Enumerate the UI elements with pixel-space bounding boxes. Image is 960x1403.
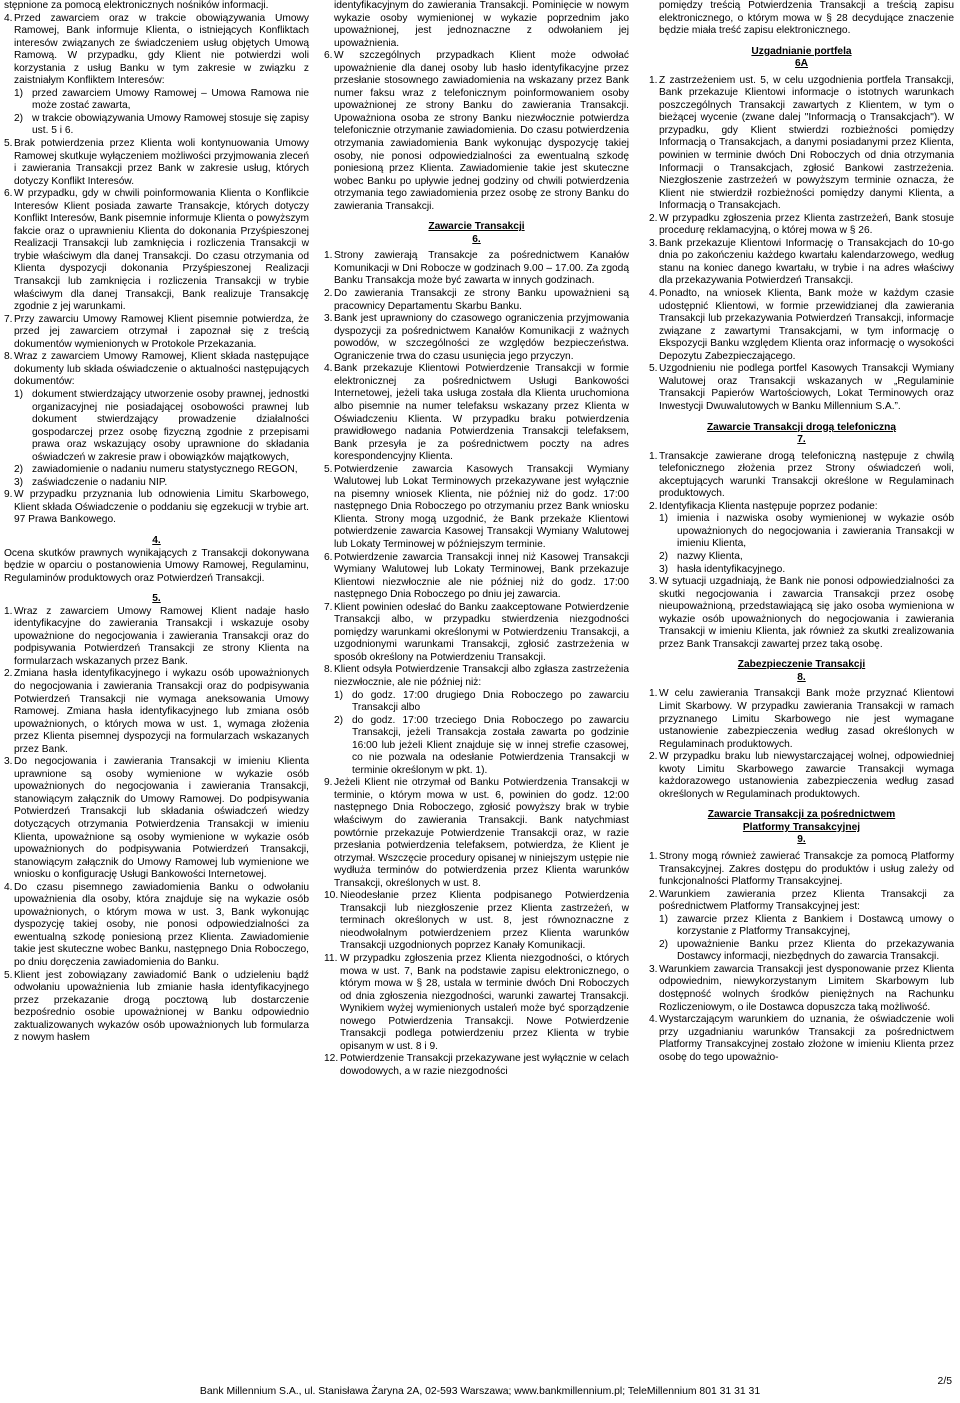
item-number: 2. bbox=[649, 888, 658, 900]
document-page bbox=[4, 0, 956, 1403]
list-item bbox=[324, 953, 629, 1053]
item-text: Strony zawierają Transakcje za pośrednictwem Kanałów Komunikacji w Dni Robocze w godzinach 9.00 – 17.00. Za zgodą Banku Transakcja może być zawarta w innych godzinach. bbox=[334, 250, 629, 287]
sub-item bbox=[649, 914, 954, 939]
item-text: Klient jest zobowiązany zawiadomić Bank o udzieleniu bądź odwołaniu upoważnienia lub zmianie hasła identyfikacyjnego przez przekazanie drogą pocztową lub dostarczenie bezpośrednio osobie upoważnionej w Banku odpowiednio zaktualizowanych wykazów osób upoważnionych lub formularza z nowym hasłem bbox=[14, 969, 309, 1044]
list-item bbox=[649, 213, 954, 238]
section-number: 6. bbox=[472, 233, 481, 245]
item-text: W przypadku przyznania lub odnowienia Limitu Skarbowego, Klient składa Oświadczenie o poddaniu się egzekucji w trybie art. 97 Prawa Bankowego. bbox=[14, 489, 309, 526]
item-text: Bank przekazuje Klientowi Informację o Transakcjach do 10-go dnia po zakończeniu każdego kwartału kalendarzowego, według stanu na koniec danego kwartału, w trybie i na adres właściwy dla przekazywania Potwierdzeń Transakcji. bbox=[659, 237, 954, 287]
item-text: Wystarczającym warunkiem do uznania, że oświadczenie woli przy uzgadnianiu warunków Transakcji za pośrednictwem Platformy Transakcyjnej zostało złożone w imieniu Klienta przez osobę do tego upoważnio- bbox=[659, 1014, 954, 1063]
column-left bbox=[4, 0, 309, 1045]
item-text: Przed zawarciem oraz w trakcie obowiązywania Umowy Ramowej, Bank informuje Klienta, o istniejących Konfliktach interesów związanych ze świadczeniem usług objętych Umową Ramową. W przypadku, gdy Klient nie potwierdzi woli korzystania z usług Banku w tym zakresie w związku z zaistniałym Konfliktem Interesów: bbox=[14, 12, 309, 87]
sub-text: dokument stwierdzający utworzenie osoby prawnej, jednostki organizacyjnej nie posiadającej osobowości prawnej lub dokument stwierdzający prowadzenie działalności gospodarczej przez osobę fizyczną zgodnie z przepisami prawa oraz wskazujący osoby uprawnione do składania oświadczeń w zakresie praw i obowiązków majątkowych, bbox=[32, 388, 309, 463]
section-heading: Zawarcie Transakcji za pośrednictwem bbox=[707, 809, 896, 821]
list-item bbox=[649, 851, 954, 889]
list-item bbox=[4, 756, 309, 881]
item-number: 8. bbox=[4, 351, 13, 363]
item-text: Klient powinien odesłać do Banku zaakceptowane Potwierdzenie Transakcji albo, w przypadku stwierdzenia niezgodności pomiędzy warunkami określonymi w Potwierdzeniu Transakcji, a uzgodnionymi warunkami Transakcji, zgłosić zastrzeżenia w sposób określony na Potwierdzeniu Transakcji. bbox=[334, 601, 629, 663]
item-text: Klient odsyła Potwierdzenie Transakcji albo zgłasza zastrzeżenia niezwłocznie, ale nie później niż: bbox=[334, 664, 629, 688]
list-item bbox=[649, 964, 954, 1014]
item-text: Bank przekazuje Klientowi Potwierdzenie Transakcji w formie elektronicznej za pośrednictwem Usługi Bankowości Internetowej, jeżeli taka usługa została dla Klienta uruchomiona albo pisemnie na numer telefaksu wskazany przez Klienta w Oświadczeniu Klienta. W przypadku braku potwierdzenia prawidłowego nadania Potwierdzenia Transakcji telefaksem, Bank przesyła je za pośrednictwem poczty na adres korespondencyjny Klienta. bbox=[334, 363, 629, 463]
item-number: 4. bbox=[4, 12, 13, 24]
item-number: 3. bbox=[324, 313, 333, 325]
list-item bbox=[324, 1053, 629, 1078]
list-item bbox=[4, 668, 309, 756]
item-text: Nieodesłanie przez Klienta podpisanego Potwierdzenia Transakcji lub niezgłoszenie przez Klienta zastrzeżeń, w terminach określonych w ust. 8, jest równoznaczne z nieodwołalnym potwierdzeniem przez Klienta warunków Transakcji uzgodnionych poprzez Kanały Komunikacji. bbox=[340, 890, 629, 952]
item-text: Ponadto, na wniosek Klienta, Bank może w każdym czasie udostępnić Klientowi, w formie przewidzianej dla zawierania Transakcji lub przekazywania Potwierdzeń Transakcji, informacje związane z zawartymi Transakcjami, w tym informację o Ekspozycji Banku względem Klienta oraz informację o wysokości Depozytu Zabezpieczającego. bbox=[659, 288, 954, 362]
item-number: 11. bbox=[324, 953, 338, 965]
item-number: 1. bbox=[649, 688, 658, 700]
footer-address: Bank Millennium S.A., ul. Stanisława Żaryna 2A, 02-593 Warszawa; www.bankmillennium.pl; TeleMillennium 801 31 31 31 bbox=[199, 1386, 761, 1397]
item-number: 7. bbox=[324, 601, 333, 613]
sub-text: zaświadczenie o nadaniu NIP. bbox=[32, 476, 168, 488]
list-item bbox=[649, 238, 954, 288]
section-heading: 4. bbox=[152, 534, 161, 546]
list-item bbox=[324, 664, 629, 689]
section-heading: Zabezpieczenie Transakcji bbox=[737, 659, 866, 671]
list-item bbox=[649, 688, 954, 751]
item-text: W celu zawierania Transakcji Bank może przyznać Klientowi Limit Skarbowy. W przypadku zawierania Transakcji w ramach przyznanego Limitu Skarbowego nie jest wymagane ustanowienie zabezpieczenia według zasad określonych w Regulaminach produktowych. bbox=[659, 688, 954, 750]
sub-item bbox=[649, 564, 954, 577]
section-number: 8. bbox=[797, 671, 806, 683]
item-text: Brak potwierdzenia przez Klienta woli kontynuowania Umowy Ramowej skutkuje wyłączeniem możliwości przyjmowania zleceń i zawierania Transakcji przez Bank w zakresie usług, których dotyczy Konflikt Interesów. bbox=[14, 138, 309, 187]
sub-text: w trakcie obowiązywania Umowy Ramowej stosuje się zapisy ust. 5 i 6. bbox=[32, 112, 309, 137]
item-number: 9. bbox=[4, 489, 13, 501]
column-right bbox=[649, 0, 954, 1064]
sub-item bbox=[649, 513, 954, 551]
sub-text: upoważnienie Banku przez Klienta do przekazywania Dostawcy informacji, niezbędnych do zawarcia Transakcji. bbox=[677, 938, 954, 963]
item-text: Zmiana hasła identyfikacyjnego i wykazu osób upoważnionych do negocjowania i zawierania Transakcji oraz do podpisywania Potwierdzeń Transakcji nie wymaga aneksowania Umowy Ramowej. Zmiana hasła identyfikacyjnego lub zmiana osób upoważnionych, o których mowa w ust. 1, wymaga złożenia przez Klienta pisemnej dyspozycji na formularzach wskazanych przez Bank. bbox=[14, 668, 309, 755]
sub-text: zawarcie przez Klienta z Bankiem i Dostawcą umowy o korzystanie z Platformy Transakcyjnej, bbox=[677, 913, 954, 938]
sub-number: 3) bbox=[659, 563, 669, 575]
item-text: Transakcje zawierane drogą telefoniczną następuje z chwilą telefonicznego złożenia przez Strony oświadczeń woli, akceptujących warunki Transakcji określone w Regulaminach produktowych. bbox=[659, 450, 954, 500]
list-item bbox=[324, 50, 629, 213]
item-text: W szczególnych przypadkach Klient może odwołać upoważnienie dla danej osoby lub hasło identyfikacyjne przez przesłanie stosownego zawiadomienia na wskazany przez Bank numer faksu wraz z telefonicznym poinformowaniem osoby upoważnionej ze strony Banku do zawierania Transakcji. Upoważniona osoba ze strony Banku niezwłocznie potwierdza telefonicznie otrzymanie zawiadomienia. Do czasu potwierdzenia otrzymania zawiadomienia Bank wykonując dyspozycję takiej osoby, nie ponosi odpowiedzialności za ewentualną szkodę poniesioną przez Klienta. Zawiadomienie takie jest skuteczne wobec Banku po upływie jednej godziny od chwili potwierdzenia otrzymania tego zawiadomienia przez osobę ze strony Banku do zawierania Transakcji. bbox=[334, 50, 629, 212]
sub-item bbox=[4, 88, 309, 113]
item-text: Identyfikacja Klienta następuje poprzez podanie: bbox=[659, 500, 878, 512]
item-number: 4. bbox=[649, 1014, 658, 1026]
item-text: W sytuacji uzgadniają, że Bank nie ponosi odpowiedzialności za skutki negocjowania i zawarcia Transakcji przez osobę nieupoważnioną, przedstawiającą się jako osoba wymieniona w wykazie osób upoważnionych do negocjowania i zawierania Transakcji w imieniu Klienta, jak również za skutki zrealizowania przez Bank Transakcji zawartej przez taką osobę. bbox=[659, 576, 954, 650]
list-item bbox=[4, 314, 309, 352]
section-heading: Zawarcie Transakcji bbox=[428, 221, 525, 233]
item-number: 1. bbox=[4, 605, 13, 617]
item-text: Warunkiem zawierania przez Klienta Transakcji za pośrednictwem Platformy Transakcyjnej jest: bbox=[659, 888, 954, 913]
sub-item bbox=[4, 477, 309, 490]
sub-number: 1) bbox=[659, 913, 669, 925]
sub-text: do godz. 17:00 drugiego Dnia Roboczego po zawarciu Transakcji albo bbox=[352, 689, 629, 714]
list-item bbox=[324, 464, 629, 552]
item-text: Strony mogą również zawierać Transakcje za pomocą Platformy Transakcyjnej. Zakres dostępu do produktów i usług zależy od funkcjonalności Platformy Transakcyjnej. bbox=[659, 851, 954, 888]
section-number: 9. bbox=[797, 834, 806, 846]
item-number: 3. bbox=[4, 756, 13, 768]
list-item bbox=[4, 13, 309, 88]
item-text: Wraz z zawarciem Umowy Ramowej Klient nadaje hasło identyfikacyjne do zawierania Transakcji i wskazuje osoby upoważnione do negocjowania i zawierania Transakcji oraz do podpisywania Potwierdzeń Transakcji ze strony Klienta na formularzach wskazanych przez Bank. bbox=[14, 605, 309, 667]
item-text: Potwierdzenie zawarcia Kasowych Transakcji Wymiany Walutowej lub Lokat Terminowych przekazywane jest wyłącznie na pisemny wniosek Klienta, nie później niż do godz. 17:00 następnego Dnia Roboczego po otrzymaniu przez Bank wniosku Klienta. Strony mogą uzgodnić, że Bank przekaże Klientowi potwierdzenie zawarcia Kasowej Transakcji Wymiany Walutowej lub Lokaty Terminowej w późniejszym terminie. bbox=[334, 463, 629, 550]
item-number: 1. bbox=[649, 74, 658, 86]
item-text: Do zawierania Transakcji ze strony Banku upoważnieni są pracownicy Departamentu Skarbu Banku. bbox=[334, 288, 629, 312]
sub-number: 1) bbox=[659, 513, 669, 525]
sub-item bbox=[649, 939, 954, 964]
list-item bbox=[649, 288, 954, 363]
sub-text: imienia i nazwiska osoby wymienionej w wykazie osób upoważnionych do negocjowania i zawierania Transakcji w imieniu Klienta, bbox=[677, 513, 954, 550]
list-item bbox=[4, 606, 309, 669]
section-heading: 5. bbox=[152, 593, 161, 605]
sub-number: 2) bbox=[334, 714, 344, 726]
item-text: Z zastrzeżeniem ust. 5, w celu uzgodnienia portfela Transakcji, Bank przekazuje Klientowi informacje o istotnych warunkach poszczególnych Transakcji zawartych z Klientem, w tym o bieżącej wycenie (zwane dalej "Informacją o Transakcjach"). W przypadku, gdy Klient stwierdzi rozbieżności pomiędzy Informacją o Transakcjach, a danymi posiadanymi przez Klienta, powinien w terminie dwóch Dni Roboczych od dnia otrzymania Informacji o Transakcjach, zgłosić Bankowi zastrzeżenia. Niezgłoszenie zastrzeżeń w powyższym terminie oznacza, że Klient nie stwierdził rozbieżności pomiędzy danymi Klienta, a Informacją o Transakcjach. bbox=[659, 74, 954, 212]
item-text: Do czasu pisemnego zawiadomienia Banku o odwołaniu upoważnienia dla osoby, która znajduje się na wykazie osób upoważnionych, o którym mowa w ust. 3, Bank wykonując dyspozycję takiej osoby, nie ponosi odpowiedzialności za ewentualną szkodę poniesioną przez Klienta. Zawiadomienie takie jest skuteczne wobec Banku, następnego Dnia Roboczego, po dniu doręczenia zawiadomienia do Banku. bbox=[14, 881, 309, 969]
item-text: W przypadku, gdy w chwili poinformowania Klienta o Konflikcie Interesów Klient posiada zawarte Transakcje, których dotyczy Konflikt Interesów, Bank pisemnie informuje Klienta o powyższym fakcie oraz o uprawnieniu Klienta do dokonania Przyśpieszonej Realizacji Transakcji lub zamknięcia i rozliczenia Transakcji w trybie właściwym dla danej Transakcji. Do czasu otrzymania od Klienta dyspozycji dokonania Przyśpieszonej Realizacji Transakcji lub zamknięcia i rozliczenia Transakcji w trybie właściwym dla danej Transakcji, Bank realizuje Transakcję zgodnie z jej warunkami. bbox=[14, 188, 310, 313]
sub-number: 2) bbox=[14, 112, 24, 124]
list-item bbox=[324, 313, 629, 363]
item-text: W przypadku zgłoszenia przez Klienta zastrzeżeń, Bank stosuje procedurę reklamacyjną, o której mowa w § 26. bbox=[659, 212, 954, 237]
item-number: 4. bbox=[324, 363, 333, 375]
sub-text: hasła identyfikacyjnego. bbox=[677, 563, 786, 575]
item-number: 2. bbox=[324, 288, 333, 300]
list-item bbox=[649, 751, 954, 801]
sub-item bbox=[4, 464, 309, 477]
paragraph: Ocena skutków prawnych wynikających z Transakcji dokonywana będzie w oparciu o postanowienia Umowy Ramowej, Regulaminu, Regulaminów produktowych oraz Potwierdzeń Transakcji. bbox=[4, 547, 309, 584]
item-text: Wraz z zawarciem Umowy Ramowej, Klient składa następujące dokumenty lub składa oświadczenie o aktualności następujących dokumentów: bbox=[14, 351, 309, 388]
list-item bbox=[649, 451, 954, 501]
item-number: 9. bbox=[324, 777, 333, 789]
section-number: 7. bbox=[797, 434, 806, 446]
sub-item bbox=[324, 690, 629, 715]
item-number: 6. bbox=[4, 188, 13, 200]
list-item bbox=[324, 890, 629, 953]
sub-number: 1) bbox=[14, 87, 24, 99]
list-item bbox=[324, 777, 629, 890]
list-item bbox=[4, 970, 309, 1045]
list-item bbox=[324, 288, 629, 313]
item-text: W przypadku zgłoszenia przez Klienta niezgodności, o których mowa w ust. 7, Bank na podstawie zapisu elektronicznego, o którym mowa w § 28, ustala w terminie dwóch Dni Roboczych od dnia zgłoszenia niezgodności, warunki zawartej Transakcji. Wynikiem wyżej wymienionych ustaleń może być sporządzenie nowego Potwierdzenia Transakcji. Nowe Potwierdzenie Transakcji podlega potwierdzeniu przez Klienta w trybie opisanym w ust. 8 i 9. bbox=[340, 953, 629, 1052]
item-number: 4. bbox=[649, 288, 658, 300]
list-item bbox=[324, 363, 629, 463]
item-number: 7. bbox=[4, 313, 13, 325]
sub-number: 3) bbox=[14, 476, 24, 488]
item-number: 2. bbox=[649, 751, 658, 763]
list-item bbox=[649, 501, 954, 514]
item-number: 12. bbox=[324, 1053, 339, 1065]
sub-item bbox=[324, 715, 629, 778]
item-number: 5. bbox=[4, 138, 13, 150]
sub-number: 2) bbox=[659, 938, 669, 950]
item-number: 3. bbox=[649, 576, 658, 588]
paragraph: pomiędzy treścią Potwierdzenia Transakcji a treścią zapisu elektronicznego, o którym mowa w § 28 decydujące znaczenie będzie miała treść zapisu elektronicznego. bbox=[659, 0, 954, 37]
item-number: 6. bbox=[324, 50, 333, 62]
column-middle bbox=[324, 0, 629, 1078]
item-text: Potwierdzenie zawarcia Transakcji innej niż Kasowej Transakcji Wymiany Walutowej lub Lokaty Terminowej, Bank przekazuje Klientowi niezwłocznie ale nie później niż do godz. 17:00 następnego Dnia Roboczego po dniu jej zawarcia. bbox=[334, 551, 629, 601]
list-item bbox=[4, 489, 309, 527]
item-number: 4. bbox=[4, 881, 13, 893]
item-text: Bank jest uprawniony do czasowego ograniczenia przyjmowania dyspozycji za pośrednictwem Kanałów Komunikacji z ważnych powodów, w szczególności ze względów bezpieczeństwa. Ograniczenie trwa do czasu usunięcia jego przyczyn. bbox=[334, 313, 629, 362]
section-heading: Platformy Transakcyjnej bbox=[742, 821, 861, 833]
list-item bbox=[4, 138, 309, 188]
item-text: Do negocjowania i zawierania Transakcji w imieniu Klienta uprawnione są osoby wymienione w wykazie osób upoważnionych do negocjowania i zawierania Transakcji, stanowiącym załącznik do Umowy Ramowej. Do podpisywania Potwierdzeń Transakcji lub składania oświadczeń wiedzy dotyczących otrzymania Potwierdzenia Transakcji w imieniu Klienta, upoważnione są osoby wymienione w wykazie osób upoważnionych do podpisywania Potwierdzeń Transakcji, stanowiącym załącznik do Umowy Ramowej lub wymienione we wniosku o konfigurację Usługi Bankowości Internetowej. bbox=[14, 756, 309, 881]
sub-item bbox=[4, 389, 309, 464]
item-number: 8. bbox=[324, 664, 333, 676]
item-number: 2. bbox=[4, 668, 13, 680]
list-item bbox=[649, 889, 954, 914]
list-item bbox=[4, 351, 309, 389]
sub-number: 1) bbox=[334, 689, 344, 701]
sub-text: nazwy Klienta, bbox=[677, 550, 743, 562]
list-item bbox=[324, 602, 629, 665]
item-text: Warunkiem zawarcia Transakcji jest dysponowanie przez Klienta odpowiednim, niewykorzystanym Limitem Skarbowym lub dostępność wolnych środków pieniężnych na Rachunku Rozliczeniowym, o ile Dostawca dopuszcza taką możliwość. bbox=[659, 963, 954, 1013]
list-item bbox=[324, 552, 629, 602]
item-number: 5. bbox=[4, 969, 13, 981]
item-number: 2. bbox=[649, 500, 658, 512]
page-number: 2/5 bbox=[937, 1376, 952, 1387]
item-text: W przypadku braku lub niewystarczającej wolnej, odpowiedniej kwoty Limitu Skarbowego zawarcie Transakcji wymaga każdorazowego ustanowienia zabezpieczenia według zasad określonych w Regulaminach produktowych. bbox=[659, 751, 954, 800]
section-number: 6A bbox=[794, 58, 809, 70]
list-item bbox=[649, 363, 954, 413]
item-number: 3. bbox=[649, 963, 658, 975]
item-number: 5. bbox=[649, 363, 658, 375]
item-number: 1. bbox=[324, 250, 333, 262]
section-heading: Uzgadnianie portfela bbox=[751, 45, 852, 57]
section-heading: Zawarcie Transakcji drogą telefoniczną bbox=[706, 421, 897, 433]
list-item bbox=[649, 576, 954, 651]
paragraph: identyfikacyjnym do zawierania Transakcji. Pominięcie w nowym wykazie osoby wymienionej w wykazie poprzednim jako upoważnionej, jest jednoznaczne z odwołaniem jej upoważnienia. bbox=[334, 0, 629, 49]
item-number: 5. bbox=[324, 463, 333, 475]
item-text: Potwierdzenie Transakcji przekazywane jest wyłącznie w celach dowodowych, a w razie niezgodności bbox=[340, 1053, 629, 1077]
item-number: 10. bbox=[324, 890, 339, 902]
sub-number: 2) bbox=[659, 550, 669, 562]
sub-item bbox=[4, 113, 309, 138]
list-item bbox=[4, 882, 309, 970]
item-number: 6. bbox=[324, 551, 333, 563]
item-text: Jeżeli Klient nie otrzymał od Banku Potwierdzenia Transakcji w terminie, o którym mowa w ust. 6, powinien do godz. 12:00 następnego Dnia Roboczego, zgłosić powyższy brak w trybie właściwym do zawierania Transakcji. Bank natychmiast powtórnie przekazuje Potwierdzenie Transakcji oraz, w razie przesłania potwierdzenia telefaksem, potwierdza, że Klient je otrzymał. Wszczęcie procedury opisanej w niniejszym ustępie nie wydłuża terminów do potwierdzenia przez Klienta warunków Transakcji, określonych w ust. 8. bbox=[334, 777, 629, 889]
list-item bbox=[324, 250, 629, 288]
item-number: 2. bbox=[649, 212, 658, 224]
sub-text: do godz. 17:00 trzeciego Dnia Roboczego po zawarciu Transakcji, jeżeli Transakcja została zawarta po godzinie 16:00 lub jeżeli Klient znajduje się w innej strefie czasowej, co nie pozwala na odesłanie Potwierdzenia Transakcji w terminie określonym w pkt. 1). bbox=[352, 714, 629, 776]
sub-number: 2) bbox=[14, 464, 24, 476]
sub-item bbox=[649, 551, 954, 564]
item-number: 1. bbox=[649, 851, 658, 862]
item-number: 3. bbox=[649, 237, 658, 249]
sub-number: 1) bbox=[14, 388, 24, 400]
list-item bbox=[649, 1014, 954, 1064]
item-text: Przy zawarciu Umowy Ramowej Klient pisemnie potwierdza, że przed jej zawarciem otrzymał i zapoznał się z treścią dokumentów wymienionych w Protokole Przekazania. bbox=[14, 313, 309, 350]
item-text: Uzgodnieniu nie podlega portfel Kasowych Transakcji Wymiany Walutowej oraz Transakcji wskazanych w „Regulaminie Transakcji Papierów Wartościowych, Lokat Terminowych oraz Inwestycji Dwuwalutowych w Banku Millennium S.A.”. bbox=[659, 363, 954, 412]
paragraph: stępnione za pomocą elektronicznych nośników informacji. bbox=[4, 0, 269, 11]
item-number: 1. bbox=[649, 450, 658, 462]
sub-text: zawiadomienie o nadaniu numeru statystycznego REGON, bbox=[32, 464, 298, 476]
list-item bbox=[4, 188, 309, 313]
list-item bbox=[649, 75, 954, 213]
sub-text: przed zawarciem Umowy Ramowej – Umowa Ramowa nie może zostać zawarta, bbox=[32, 87, 309, 112]
